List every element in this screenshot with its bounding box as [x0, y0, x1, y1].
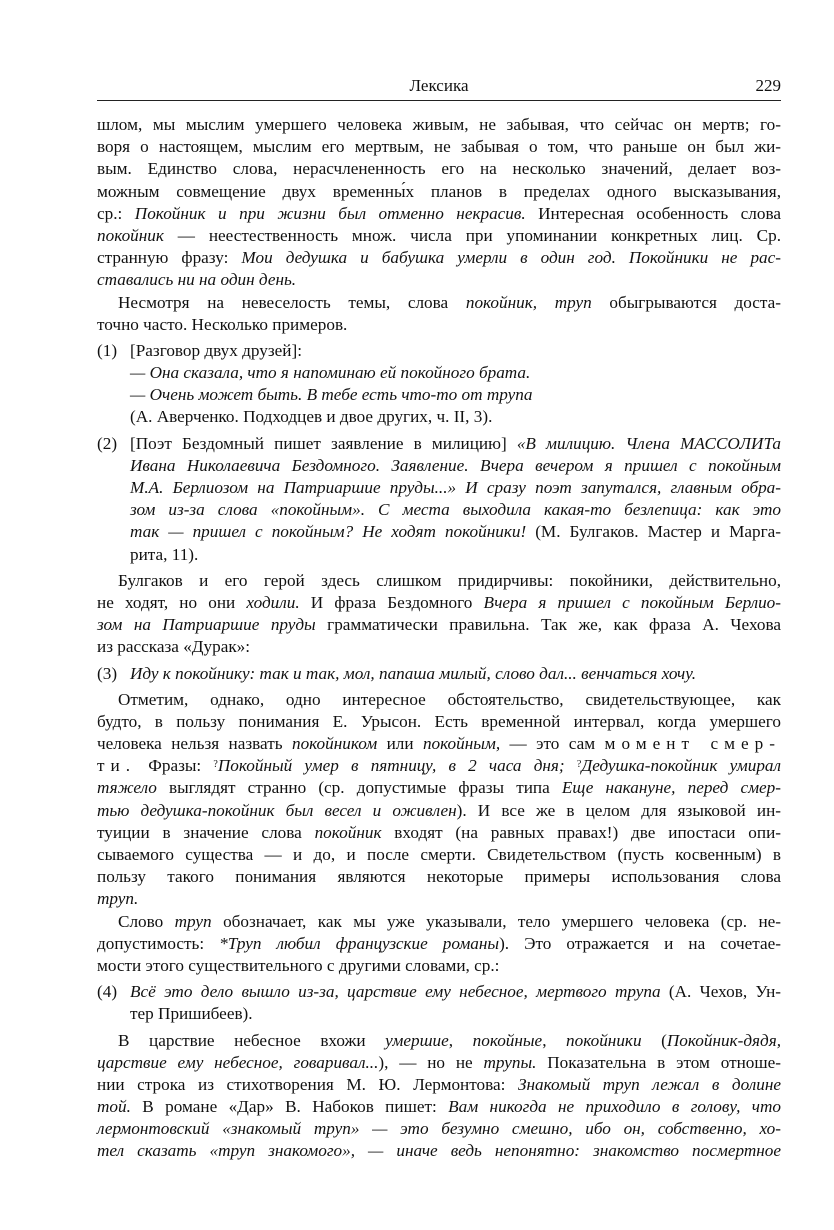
- text-segment: И фраза Бездомного: [299, 592, 484, 612]
- text-line: [97, 158, 781, 180]
- text-segment: момент смер-: [604, 734, 781, 754]
- text-segment: В царствие небесное вхожи: [118, 1030, 386, 1050]
- text-line: [97, 755, 781, 777]
- text-segment: пользу такого понимания являются некоторые примеры использования слова: [97, 867, 781, 887]
- italic-text: Ивана Николаевича Бездомного. Заявление. Вчера вечером я пришел с покойным: [130, 455, 781, 475]
- italic-text: покойные: [472, 1030, 543, 1050]
- text-line: [97, 203, 781, 225]
- text-line: [97, 614, 781, 636]
- italic-text: покойник: [97, 225, 164, 245]
- text-segment: человека нельзя назвать: [97, 734, 292, 754]
- text-line: [97, 689, 781, 711]
- text-line: [97, 888, 781, 910]
- text-segment: обыгрываются доста-: [591, 292, 781, 312]
- text-line: [97, 777, 781, 799]
- text-line: [97, 911, 781, 933]
- text-segment: точно часто. Несколько примеров.: [97, 314, 348, 334]
- example-number: (2): [97, 433, 118, 453]
- text-segment: — это сам: [500, 734, 605, 754]
- acceptability-mark: ?: [213, 759, 218, 771]
- running-header: [97, 76, 781, 101]
- acceptability-mark: ?: [576, 759, 582, 771]
- text-line: [97, 933, 781, 955]
- italic-text: Еще накануне, перед смер-: [561, 778, 782, 798]
- text-segment: ), — но не: [378, 1052, 484, 1072]
- text-line: [97, 292, 781, 314]
- text-segment: Булгаков и его герой здесь слишком придирчивы: покойники, действительно,: [118, 570, 781, 590]
- example-number: (1): [97, 340, 118, 360]
- italic-text: ставались ни на один день.: [97, 270, 297, 290]
- text-segment: Фразы:: [136, 756, 214, 776]
- text-segment: обозначает, как мы уже указывали, тело умершего человека (ср. не-: [211, 911, 781, 931]
- text-line: [97, 733, 781, 755]
- example-line: [97, 981, 781, 1003]
- text-line: [97, 711, 781, 733]
- text-line: [97, 247, 781, 269]
- text-segment: тер Пришибеев).: [130, 1004, 253, 1024]
- text-line: [97, 1074, 781, 1096]
- italic-text: труп: [174, 911, 212, 931]
- text-segment: будто, в пользу понимания Е. Урысон. Есть временной интервал, когда умершего: [97, 711, 781, 731]
- italic-text: Покойник и при жизни был отменно некрасив.: [134, 203, 526, 223]
- italic-text: Вчера я пришел с покойным Берлио-: [483, 592, 781, 612]
- text-segment: ,: [542, 1030, 567, 1050]
- text-line: [97, 314, 781, 336]
- italic-text: умершие: [385, 1030, 449, 1050]
- text-line: [97, 592, 781, 614]
- example-line: [97, 340, 781, 362]
- page-body-text: [97, 114, 781, 1163]
- italic-text: тел сказать «труп знакомого», — иначе ведь непонятно: знакомство посмертное: [97, 1141, 781, 1161]
- text-segment: туиции в значение слова: [97, 822, 315, 842]
- text-line: [97, 822, 781, 844]
- example-number: (3): [97, 663, 118, 683]
- text-segment: ср.:: [97, 203, 135, 223]
- text-segment: допустимость:: [97, 933, 220, 953]
- text-line: [97, 269, 781, 291]
- text-segment: выглядят странно (ср. допустимые фразы типа: [156, 778, 562, 798]
- italic-text: — Она сказала, что я напоминаю ей покойного брата.: [130, 363, 531, 383]
- example-line: [97, 521, 781, 543]
- example-line: [97, 362, 781, 384]
- italic-text: Вам никогда не приходило в голову, что: [448, 1097, 781, 1117]
- text-segment: — неестественность множ. числа при упоминании конкретных лиц. Ср.: [163, 225, 781, 245]
- text-line: [97, 136, 781, 158]
- example-line: [97, 433, 781, 455]
- italic-text: *Труп любил французские романы: [219, 933, 500, 953]
- text-segment: [Поэт Бездомный пишет заявление в милицию]: [130, 433, 517, 453]
- italic-text: покойник, труп: [465, 292, 592, 312]
- text-line: [97, 225, 781, 247]
- text-segment: (А. Чехов, Ун-: [660, 982, 781, 1002]
- italic-text: тью дедушка-покойник был весел и оживлен: [97, 800, 457, 820]
- example-line: [97, 455, 781, 477]
- italic-text: покойным,: [422, 734, 501, 754]
- example-line: [97, 477, 781, 499]
- text-segment: (: [641, 1030, 667, 1050]
- italic-text: той.: [97, 1097, 131, 1117]
- italic-text: покойник: [314, 822, 382, 842]
- text-segment: (М. Булгаков. Мастер и Марга-: [526, 522, 781, 542]
- italic-text: покойники: [566, 1030, 642, 1050]
- text-segment: Отметим, однако, одно интересное обстоятельство, свидетельствующее, как: [118, 689, 781, 709]
- text-segment: можным совмещение двух временны́х планов в пределах одного высказывания,: [97, 181, 781, 201]
- text-line: [97, 1118, 781, 1140]
- text-segment: (А. Аверченко. Подходцев и двое других, ч. II, 3).: [130, 407, 493, 427]
- text-segment: Слово: [118, 911, 175, 931]
- text-line: [97, 1096, 781, 1118]
- text-segment: Несмотря на невеселость темы, слова: [118, 292, 466, 312]
- text-line: [97, 181, 781, 203]
- italic-text: «В милицию. Члена МАССОЛИТа: [516, 433, 781, 453]
- example-line: [97, 1003, 781, 1025]
- italic-text: покойником: [291, 734, 378, 754]
- text-segment: грамматически правильна. Так же, как фраза А. Чехова: [315, 615, 781, 635]
- text-line: [97, 1140, 781, 1162]
- running-header-title: Лексика: [409, 76, 469, 95]
- text-line: [97, 800, 781, 822]
- text-segment: [Разговор двух друзей]:: [130, 340, 302, 360]
- text-segment: ). Это отражается и на сочетае-: [499, 933, 781, 953]
- example-line: [97, 406, 781, 428]
- text-segment: В романе «Дар» В. Набоков пишет:: [130, 1097, 449, 1117]
- italic-text: — Очень может быть. В тебе есть что-то от трупа: [130, 385, 533, 405]
- text-segment: шлом, мы мыслим умершего человека живым, не забывая, что сейчас он мертв; го-: [97, 115, 781, 134]
- italic-text: так — пришел с покойным? Не ходят покойники!: [130, 522, 527, 542]
- italic-text: Покойник-дядя,: [666, 1030, 781, 1050]
- italic-text: зом из-за слова «покойным». С места выходила какая-то безлепица: как это: [130, 500, 781, 520]
- text-segment: рита, 11).: [130, 544, 199, 564]
- italic-text: Всё это дело вышло из-за, царствие ему небесное, мертвого трупа: [130, 982, 661, 1002]
- italic-text: лермонтовский «знакомый труп» — это безумно смешно, ибо он, собственно, хо-: [97, 1119, 781, 1139]
- text-segment: [565, 756, 577, 775]
- text-segment: или: [377, 734, 423, 754]
- italic-text: труп.: [97, 889, 139, 909]
- text-segment: Показательна в этом отноше-: [536, 1052, 781, 1072]
- italic-text: Покойный умер в пятницу, в 2 часа дня;: [217, 756, 565, 776]
- text-line: [97, 1052, 781, 1074]
- text-segment: Интересная особенность слова: [525, 203, 781, 223]
- text-segment: вым. Единство слова, нерасчлененность его на несколько значений, делает воз-: [97, 159, 781, 179]
- italic-text: ходили.: [246, 592, 300, 612]
- text-line: [97, 570, 781, 592]
- example-line: [97, 544, 781, 566]
- text-line: [97, 844, 781, 866]
- italic-text: Иду к покойнику: так и так, мол, папаша милый, слово дал... венчаться хочу.: [130, 663, 697, 683]
- text-line: [97, 114, 781, 136]
- example-line: [97, 499, 781, 521]
- text-segment: воря о настоящем, мыслим его мертвым, не забывая о том, что раньше он был жи-: [97, 137, 781, 157]
- example-number: (4): [97, 982, 118, 1002]
- italic-text: Знакомый труп лежал в долине: [518, 1074, 781, 1094]
- italic-text: царствие ему небесное, говаривал...: [97, 1052, 379, 1072]
- text-line: [97, 866, 781, 888]
- text-segment: сываемого существа — и до, и после смерти. Свидетельством (пусть косвенным) в: [97, 845, 781, 864]
- italic-text: трупы.: [483, 1052, 537, 1072]
- italic-text: зом на Патриаршие пруды: [97, 615, 316, 635]
- text-segment: из рассказа «Дурак»:: [97, 637, 251, 657]
- page-number: 229: [755, 76, 781, 95]
- italic-text: Дедушка-покойник умирал: [581, 756, 782, 776]
- italic-text: тяжело: [97, 778, 157, 798]
- text-segment: мости этого существительного с другими словами, ср.:: [97, 955, 500, 975]
- text-segment: ,: [448, 1030, 473, 1050]
- text-segment: входят (на равных правах!) две ипостаси опи-: [381, 822, 781, 842]
- text-line: [97, 1030, 781, 1052]
- example-line: [97, 384, 781, 406]
- italic-text: М.А. Берлиозом на Патриаршие пруды...» И сразу поэт запутался, главным обра-: [130, 478, 781, 497]
- text-segment: ти.: [97, 756, 137, 776]
- text-segment: нии строка из стихотворения М. Ю. Лермонтова:: [97, 1074, 518, 1094]
- text-segment: не ходят, но они: [97, 592, 247, 612]
- text-segment: странную фразу:: [97, 248, 242, 268]
- text-line: [97, 636, 781, 658]
- example-line: [97, 663, 781, 685]
- text-line: [97, 955, 781, 977]
- text-segment: ). И все же в целом для языковой ин-: [456, 800, 781, 820]
- italic-text: Мои дедушка и бабушка умерли в один год. Покойники не рас-: [241, 248, 781, 268]
